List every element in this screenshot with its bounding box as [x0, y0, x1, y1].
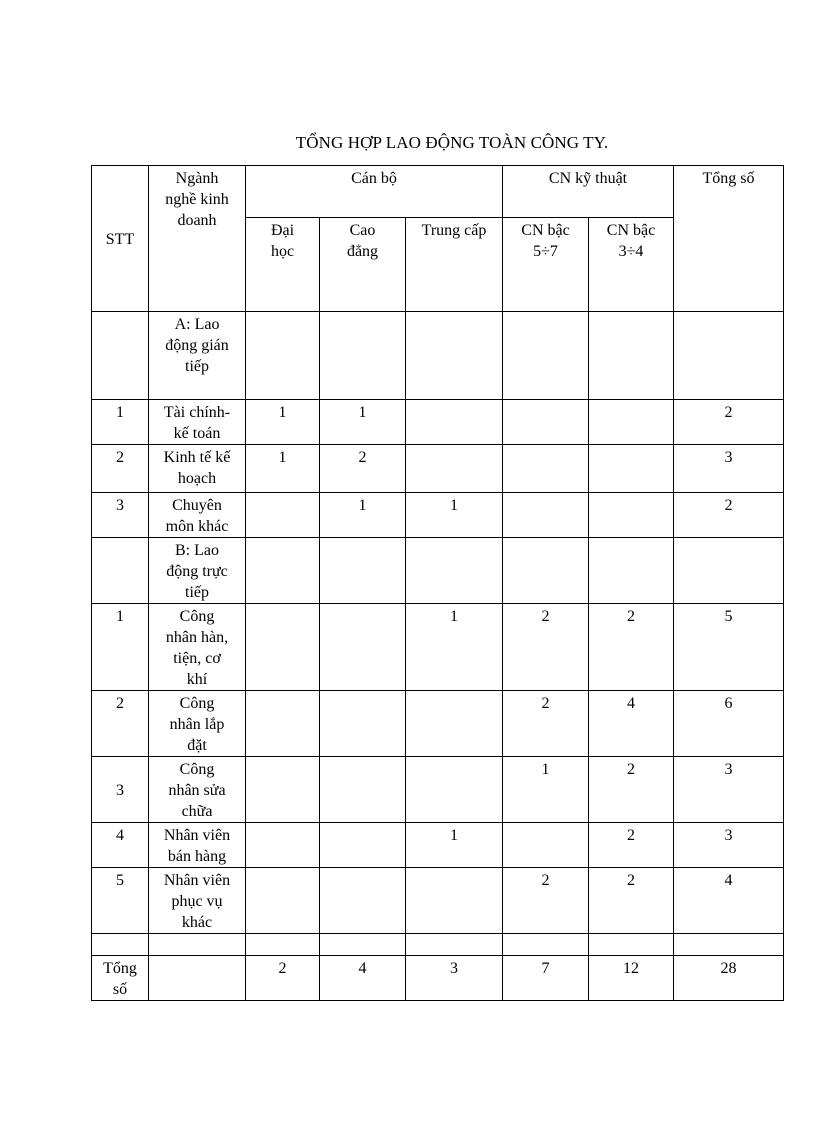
cell-nganh-nghe-line: môn khác — [165, 518, 229, 535]
cell-trung-cap: 1 — [406, 823, 503, 868]
cell-nganh-nghe-line: nhân hàn, — [165, 629, 229, 646]
header-trung-cap: Trung cấp — [406, 218, 503, 312]
cell-cao-dang — [320, 757, 406, 823]
cell-nganh-nghe — [149, 604, 246, 691]
cell-nganh-nghe — [149, 823, 246, 868]
table-row — [92, 538, 784, 604]
table-row — [92, 445, 784, 493]
header-row-1 — [92, 166, 784, 218]
header-nganh-nghe-line: doanh — [177, 212, 217, 229]
cell-nganh-nghe-line: tiếp — [185, 584, 209, 601]
cell-cn57 — [503, 400, 589, 445]
cell-trung-cap — [406, 691, 503, 757]
cell-dai-hoc — [246, 823, 320, 868]
cell-nganh-nghe-line: Công — [179, 608, 215, 625]
cell-nganh-nghe-line: hoạch — [177, 470, 217, 487]
cell-nganh-nghe-line: kế toán — [173, 425, 221, 442]
cell-trung-cap — [406, 312, 503, 400]
cell-stt: 3 — [92, 757, 149, 823]
cell-stt — [92, 312, 149, 400]
total-trung-cap: 3 — [406, 956, 503, 1001]
cell-nganh-nghe-line: khác — [181, 914, 213, 931]
cell-dai-hoc — [246, 757, 320, 823]
header-cn-ky-thuat: CN kỹ thuật — [503, 166, 674, 218]
cell-dai-hoc — [246, 493, 320, 538]
cell-nganh-nghe-line: đặt — [187, 737, 207, 754]
header-cn-bac-3-4-line: CN bậc — [606, 222, 656, 239]
cell-nganh-nghe — [149, 757, 246, 823]
cell-cn34 — [589, 934, 674, 956]
cell-cao-dang: 2 — [320, 445, 406, 493]
cell-cn57 — [503, 445, 589, 493]
cell-dai-hoc — [246, 312, 320, 400]
total-cn57: 7 — [503, 956, 589, 1001]
cell-cn34 — [589, 400, 674, 445]
header-can-bo: Cán bộ — [246, 166, 503, 218]
cell-nganh-nghe-line: khí — [186, 671, 208, 688]
table-row — [92, 493, 784, 538]
cell-stt: 3 — [92, 493, 149, 538]
cell-dai-hoc — [246, 538, 320, 604]
cell-total: 3 — [674, 823, 784, 868]
cell-cn34 — [589, 538, 674, 604]
cell-cao-dang: 1 — [320, 400, 406, 445]
table-row — [92, 934, 784, 956]
header-dai-hoc-line: Đại — [270, 222, 295, 239]
cell-stt: 5 — [92, 868, 149, 934]
table-row — [92, 312, 784, 400]
cell-cao-dang — [320, 538, 406, 604]
cell-cn57: 2 — [503, 691, 589, 757]
cell-nganh-nghe-line: Công — [179, 761, 215, 778]
table-row — [92, 604, 784, 691]
total-total: 28 — [674, 956, 784, 1001]
cell-cao-dang — [320, 823, 406, 868]
table-row — [92, 868, 784, 934]
header-cao-dang-line: đẳng — [346, 243, 379, 260]
cell-trung-cap — [406, 445, 503, 493]
cell-nganh-nghe-line: phục vụ — [171, 893, 223, 910]
cell-nganh-nghe — [149, 400, 246, 445]
cell-nganh-nghe — [149, 312, 246, 400]
header-nganh-nghe — [149, 166, 246, 312]
cell-nganh-nghe-line: nhân sửa — [168, 782, 226, 799]
cell-cn34 — [589, 493, 674, 538]
header-cn-bac-3-4 — [589, 218, 674, 312]
cell-dai-hoc — [246, 691, 320, 757]
header-dai-hoc-line: học — [270, 243, 295, 260]
cell-nganh-nghe-line: B: Lao — [175, 542, 219, 559]
cell-cn57 — [503, 493, 589, 538]
cell-trung-cap — [406, 538, 503, 604]
cell-nganh-nghe-line: chữa — [181, 803, 213, 820]
cell-cn34 — [589, 445, 674, 493]
cell-trung-cap — [406, 868, 503, 934]
cell-cn57: 2 — [503, 868, 589, 934]
cell-total: 2 — [674, 400, 784, 445]
cell-nganh-nghe — [149, 691, 246, 757]
cell-nganh-nghe — [149, 493, 246, 538]
cell-stt — [92, 934, 149, 956]
cell-stt: 2 — [92, 445, 149, 493]
header-cn-bac-5-7-line: CN bậc — [521, 222, 570, 239]
table-row — [92, 691, 784, 757]
cell-dai-hoc: 1 — [246, 400, 320, 445]
cell-nganh-nghe-line: tiện, cơ — [173, 650, 221, 667]
total-label-line: Tổng — [103, 960, 137, 977]
total-label-line: số — [112, 981, 128, 998]
cell-dai-hoc — [246, 868, 320, 934]
cell-cn57 — [503, 823, 589, 868]
cell-stt: 1 — [92, 400, 149, 445]
cell-cn57 — [503, 538, 589, 604]
header-cao-dang — [320, 218, 406, 312]
cell-stt: 2 — [92, 691, 149, 757]
cell-nganh-nghe-line: động gián — [165, 337, 229, 354]
total-dai-hoc: 2 — [246, 956, 320, 1001]
cell-stt: 1 — [92, 604, 149, 691]
cell-cao-dang — [320, 312, 406, 400]
total-name — [149, 956, 246, 1001]
table-row — [92, 823, 784, 868]
table-row — [92, 400, 784, 445]
cell-total: 5 — [674, 604, 784, 691]
cell-total — [674, 312, 784, 400]
cell-nganh-nghe-line: động trực — [166, 563, 228, 580]
cell-nganh-nghe-line: Công — [179, 695, 215, 712]
cell-nganh-nghe-line: nhân lắp — [169, 716, 225, 733]
cell-total: 2 — [674, 493, 784, 538]
cell-trung-cap: 1 — [406, 493, 503, 538]
header-tong-so: Tổng số — [674, 166, 784, 312]
cell-total: 3 — [674, 757, 784, 823]
cell-total — [674, 538, 784, 604]
cell-nganh-nghe-line: Nhân viên — [163, 827, 231, 844]
cell-cao-dang — [320, 868, 406, 934]
cell-cn57: 1 — [503, 757, 589, 823]
cell-nganh-nghe-line: bán hàng — [167, 848, 227, 865]
cell-cn34: 2 — [589, 604, 674, 691]
cell-cao-dang: 1 — [320, 493, 406, 538]
cell-cao-dang — [320, 691, 406, 757]
cell-cn34: 4 — [589, 691, 674, 757]
header-cn-bac-3-4-line: 3÷4 — [618, 243, 644, 260]
cell-trung-cap: 1 — [406, 604, 503, 691]
cell-trung-cap — [406, 400, 503, 445]
cell-dai-hoc — [246, 604, 320, 691]
table-row — [92, 757, 784, 823]
total-row — [92, 956, 784, 1001]
cell-cao-dang — [320, 934, 406, 956]
cell-cn57 — [503, 312, 589, 400]
cell-cn34 — [589, 312, 674, 400]
cell-nganh-nghe-line: Kinh tế kế — [163, 449, 231, 466]
cell-nganh-nghe-line: A: Lao — [174, 316, 220, 333]
cell-dai-hoc — [246, 934, 320, 956]
cell-total: 3 — [674, 445, 784, 493]
total-cao-dang: 4 — [320, 956, 406, 1001]
total-label — [92, 956, 149, 1001]
cell-trung-cap — [406, 934, 503, 956]
cell-nganh-nghe-line: Nhân viên — [163, 872, 231, 889]
cell-stt: 4 — [92, 823, 149, 868]
header-stt: STT — [92, 166, 149, 312]
header-nganh-nghe-line: Ngành — [175, 170, 219, 187]
cell-nganh-nghe-line: tiếp — [185, 358, 209, 375]
header-dai-hoc — [246, 218, 320, 312]
cell-cn34: 2 — [589, 823, 674, 868]
cell-stt — [92, 538, 149, 604]
header-cn-bac-5-7 — [503, 218, 589, 312]
cell-cn57: 2 — [503, 604, 589, 691]
cell-cao-dang — [320, 604, 406, 691]
cell-nganh-nghe — [149, 934, 246, 956]
cell-nganh-nghe — [149, 868, 246, 934]
cell-cn34: 2 — [589, 868, 674, 934]
cell-dai-hoc: 1 — [246, 445, 320, 493]
cell-nganh-nghe-line: Tài chính- — [163, 404, 231, 421]
cell-total: 4 — [674, 868, 784, 934]
cell-nganh-nghe — [149, 445, 246, 493]
labor-summary-table — [91, 165, 784, 1001]
cell-cn34: 2 — [589, 757, 674, 823]
cell-nganh-nghe-line: Chuyên — [172, 497, 222, 514]
header-cn-bac-5-7-line: 5÷7 — [533, 243, 558, 260]
cell-cn57 — [503, 934, 589, 956]
header-cao-dang-line: Cao — [349, 222, 376, 239]
cell-total — [674, 934, 784, 956]
total-cn34: 12 — [589, 956, 674, 1001]
document-title: TỔNG HỢP LAO ĐỘNG TOÀN CÔNG TY. — [295, 133, 609, 152]
cell-trung-cap — [406, 757, 503, 823]
cell-total: 6 — [674, 691, 784, 757]
cell-nganh-nghe — [149, 538, 246, 604]
header-nganh-nghe-line: nghề kinh — [165, 191, 229, 208]
